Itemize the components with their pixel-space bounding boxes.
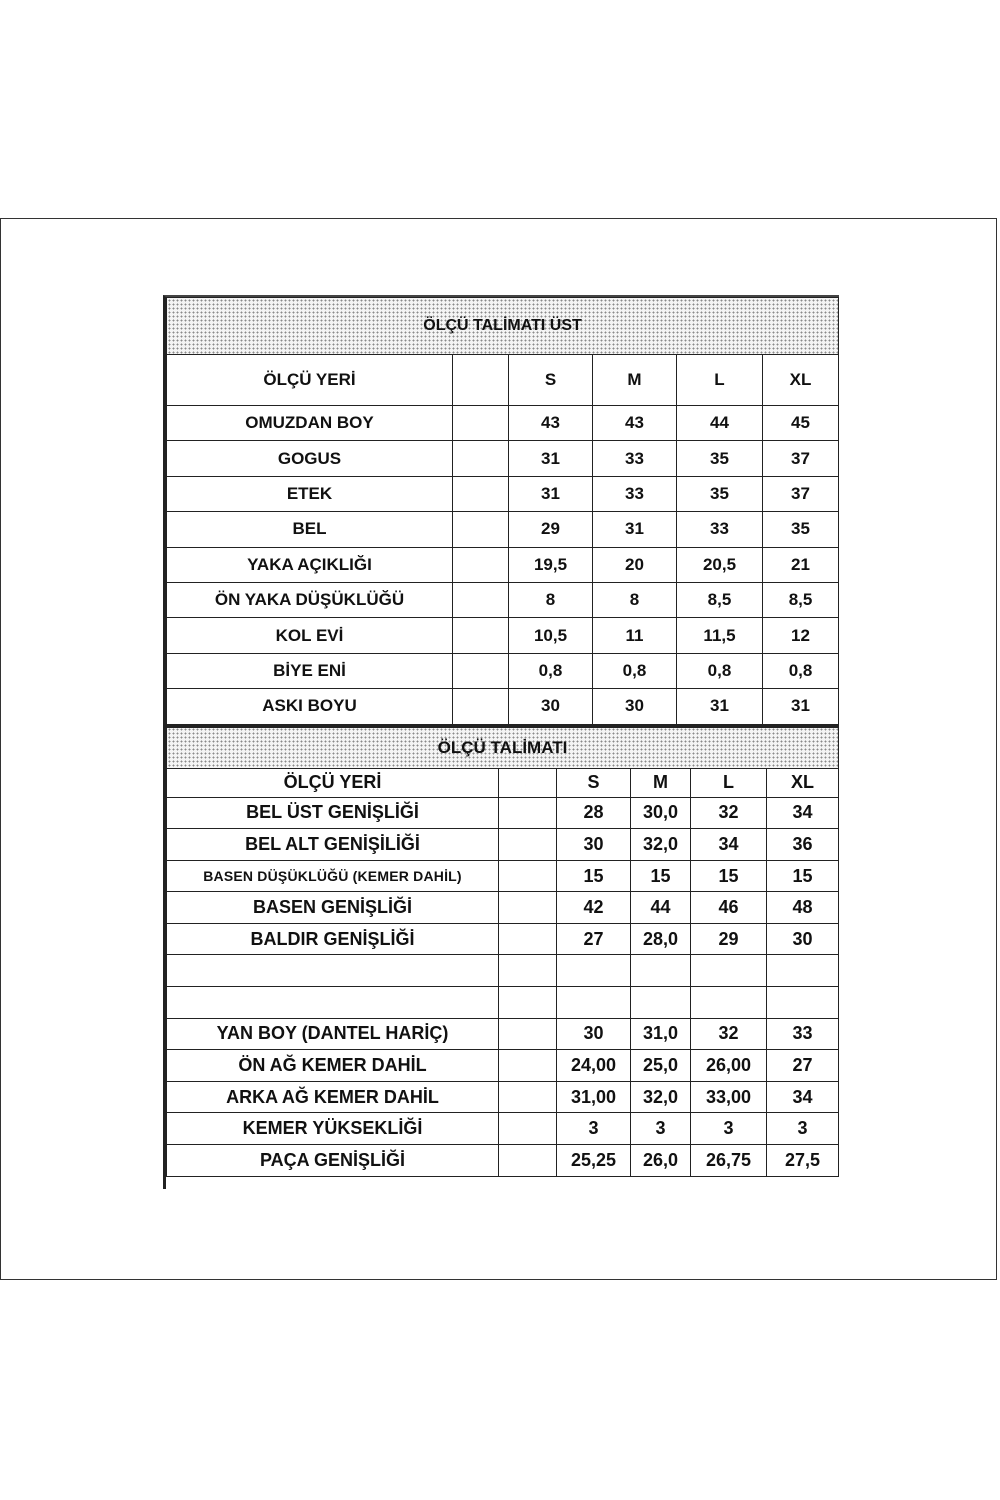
lower-header-row xyxy=(167,768,839,797)
size-s-value xyxy=(557,987,631,1019)
blank-cell xyxy=(453,547,509,582)
size-xl-value: 31 xyxy=(763,689,839,724)
size-s-value: 29 xyxy=(509,512,593,547)
size-m-value: 0,8 xyxy=(593,653,677,688)
size-s-value: 10,5 xyxy=(509,618,593,653)
size-xl-value: 45 xyxy=(763,406,839,441)
table-row xyxy=(167,955,839,987)
size-m-value: 33 xyxy=(593,441,677,476)
table-row xyxy=(167,1081,839,1113)
size-s-value: 30 xyxy=(509,689,593,724)
size-xl-value: 21 xyxy=(763,547,839,582)
size-xl-value: 35 xyxy=(763,512,839,547)
upper-table-title: ÖLÇÜ TALİMATI ÜST xyxy=(167,298,839,355)
size-l-value: 33,00 xyxy=(691,1081,767,1113)
table-row xyxy=(167,1050,839,1082)
size-m-value: 32,0 xyxy=(631,1081,691,1113)
table-row xyxy=(167,892,839,924)
table-row xyxy=(167,1113,839,1145)
size-xl-value xyxy=(767,955,839,987)
table-row xyxy=(167,689,839,724)
table-row xyxy=(167,547,839,582)
size-m-value: 43 xyxy=(593,406,677,441)
size-s-value: 30 xyxy=(557,1018,631,1050)
size-s-value: 31 xyxy=(509,441,593,476)
measure-point-label: BASEN GENİŞLİĞİ xyxy=(167,892,499,924)
size-xl-value: 27,5 xyxy=(767,1145,839,1177)
size-l-value: 33 xyxy=(677,512,763,547)
measure-point-label: ARKA AĞ KEMER DAHİL xyxy=(167,1081,499,1113)
size-l-value: 26,75 xyxy=(691,1145,767,1177)
size-m-value xyxy=(631,955,691,987)
size-l-value: 15 xyxy=(691,860,767,892)
size-xl-value: 37 xyxy=(763,476,839,511)
table-row xyxy=(167,829,839,861)
measure-point-label: KEMER YÜKSEKLİĞİ xyxy=(167,1113,499,1145)
size-l-value: 26,00 xyxy=(691,1050,767,1082)
table-row xyxy=(167,653,839,688)
size-l-value: 11,5 xyxy=(677,618,763,653)
size-s-value: 43 xyxy=(509,406,593,441)
size-l-value: 29 xyxy=(691,923,767,955)
size-xl-value: 15 xyxy=(767,860,839,892)
size-m-value: 30,0 xyxy=(631,797,691,829)
size-s-value: 8 xyxy=(509,582,593,617)
measure-point-label xyxy=(167,955,499,987)
measure-point-label: ÖN AĞ KEMER DAHİL xyxy=(167,1050,499,1082)
size-xl-value: 34 xyxy=(767,1081,839,1113)
size-xl-value: 30 xyxy=(767,923,839,955)
blank-cell xyxy=(453,689,509,724)
blank-cell xyxy=(453,441,509,476)
upper-size-table xyxy=(166,297,839,725)
size-xl-value: 8,5 xyxy=(763,582,839,617)
blank-cell xyxy=(499,797,557,829)
blank-cell xyxy=(453,512,509,547)
measure-point-label: BALDIR GENİŞLİĞİ xyxy=(167,923,499,955)
lower-size-table xyxy=(166,725,839,1177)
measure-point-label: ETEK xyxy=(167,476,453,511)
blank-cell xyxy=(499,1050,557,1082)
size-s-value: 19,5 xyxy=(509,547,593,582)
header-size-xl: XL xyxy=(767,768,839,797)
measure-point-label: BEL ÜST GENİŞLİĞİ xyxy=(167,797,499,829)
blank-cell xyxy=(453,406,509,441)
blank-cell xyxy=(453,618,509,653)
blank-cell xyxy=(499,1113,557,1145)
size-s-value: 24,00 xyxy=(557,1050,631,1082)
size-m-value: 31,0 xyxy=(631,1018,691,1050)
blank-cell xyxy=(453,653,509,688)
lower-table-title: ÖLÇÜ TALİMATI xyxy=(167,726,839,768)
size-s-value: 27 xyxy=(557,923,631,955)
size-xl-value: 48 xyxy=(767,892,839,924)
blank-cell xyxy=(453,582,509,617)
table-row xyxy=(167,512,839,547)
size-m-value: 33 xyxy=(593,476,677,511)
size-m-value xyxy=(631,987,691,1019)
table-row xyxy=(167,406,839,441)
upper-header-row xyxy=(167,355,839,406)
size-m-value: 20 xyxy=(593,547,677,582)
table-row xyxy=(167,1145,839,1177)
size-l-value: 35 xyxy=(677,476,763,511)
blank-cell xyxy=(499,1018,557,1050)
size-l-value: 46 xyxy=(691,892,767,924)
size-m-value: 15 xyxy=(631,860,691,892)
size-l-value: 31 xyxy=(677,689,763,724)
table-row xyxy=(167,618,839,653)
measure-point-label: BEL ALT GENİŞİLİĞİ xyxy=(167,829,499,861)
table-row xyxy=(167,987,839,1019)
size-l-value: 32 xyxy=(691,797,767,829)
table-row xyxy=(167,441,839,476)
header-size-l: L xyxy=(677,355,763,406)
measure-point-label: ÖN YAKA DÜŞÜKLÜĞÜ xyxy=(167,582,453,617)
size-xl-value: 36 xyxy=(767,829,839,861)
size-l-value: 34 xyxy=(691,829,767,861)
size-l-value: 32 xyxy=(691,1018,767,1050)
size-s-value: 42 xyxy=(557,892,631,924)
measure-point-label: YAKA AÇIKLIĞI xyxy=(167,547,453,582)
header-measure-point: ÖLÇÜ YERİ xyxy=(167,355,453,406)
table-row xyxy=(167,860,839,892)
size-m-value: 11 xyxy=(593,618,677,653)
size-s-value: 3 xyxy=(557,1113,631,1145)
measure-point-label xyxy=(167,987,499,1019)
blank-cell xyxy=(499,1081,557,1113)
size-xl-value: 34 xyxy=(767,797,839,829)
size-l-value: 44 xyxy=(677,406,763,441)
size-m-value: 31 xyxy=(593,512,677,547)
size-s-value xyxy=(557,955,631,987)
blank-cell xyxy=(499,829,557,861)
blank-cell xyxy=(499,955,557,987)
table-row xyxy=(167,923,839,955)
size-l-value: 0,8 xyxy=(677,653,763,688)
size-s-value: 31 xyxy=(509,476,593,511)
measure-point-label: ASKI BOYU xyxy=(167,689,453,724)
size-m-value: 28,0 xyxy=(631,923,691,955)
blank-cell xyxy=(499,892,557,924)
table-row xyxy=(167,582,839,617)
blank-cell xyxy=(499,860,557,892)
measure-point-label: GOGUS xyxy=(167,441,453,476)
header-size-m: M xyxy=(593,355,677,406)
size-m-value: 26,0 xyxy=(631,1145,691,1177)
size-l-value: 20,5 xyxy=(677,547,763,582)
header-measure-point: ÖLÇÜ YERİ xyxy=(167,768,499,797)
blank-cell xyxy=(499,923,557,955)
size-xl-value: 3 xyxy=(767,1113,839,1145)
size-m-value: 3 xyxy=(631,1113,691,1145)
header-size-s: S xyxy=(509,355,593,406)
header-blank xyxy=(499,768,557,797)
measure-point-label: BİYE ENİ xyxy=(167,653,453,688)
table-row xyxy=(167,797,839,829)
size-xl-value: 27 xyxy=(767,1050,839,1082)
size-xl-value: 33 xyxy=(767,1018,839,1050)
measure-point-label: PAÇA GENİŞLİĞİ xyxy=(167,1145,499,1177)
size-s-value: 31,00 xyxy=(557,1081,631,1113)
size-s-value: 30 xyxy=(557,829,631,861)
header-blank xyxy=(453,355,509,406)
size-m-value: 44 xyxy=(631,892,691,924)
measure-point-label: BEL xyxy=(167,512,453,547)
size-l-value: 35 xyxy=(677,441,763,476)
size-xl-value: 12 xyxy=(763,618,839,653)
measure-point-label: KOL EVİ xyxy=(167,618,453,653)
measure-point-label: YAN BOY (DANTEL HARİÇ) xyxy=(167,1018,499,1050)
blank-cell xyxy=(499,1145,557,1177)
size-m-value: 8 xyxy=(593,582,677,617)
size-l-value: 8,5 xyxy=(677,582,763,617)
blank-cell xyxy=(499,987,557,1019)
table-row xyxy=(167,1018,839,1050)
size-l-value xyxy=(691,987,767,1019)
size-xl-value: 0,8 xyxy=(763,653,839,688)
blank-cell xyxy=(453,476,509,511)
size-s-value: 15 xyxy=(557,860,631,892)
size-l-value xyxy=(691,955,767,987)
header-size-s: S xyxy=(557,768,631,797)
size-s-value: 25,25 xyxy=(557,1145,631,1177)
header-size-l: L xyxy=(691,768,767,797)
size-xl-value: 37 xyxy=(763,441,839,476)
size-s-value: 28 xyxy=(557,797,631,829)
size-m-value: 32,0 xyxy=(631,829,691,861)
size-m-value: 30 xyxy=(593,689,677,724)
measure-point-label: BASEN DÜŞÜKLÜĞÜ (KEMER DAHİL) xyxy=(167,860,499,892)
size-l-value: 3 xyxy=(691,1113,767,1145)
size-s-value: 0,8 xyxy=(509,653,593,688)
measure-point-label: OMUZDAN BOY xyxy=(167,406,453,441)
size-m-value: 25,0 xyxy=(631,1050,691,1082)
size-chart-sheet xyxy=(163,295,839,1189)
header-size-m: M xyxy=(631,768,691,797)
header-size-xl: XL xyxy=(763,355,839,406)
table-row xyxy=(167,476,839,511)
size-xl-value xyxy=(767,987,839,1019)
